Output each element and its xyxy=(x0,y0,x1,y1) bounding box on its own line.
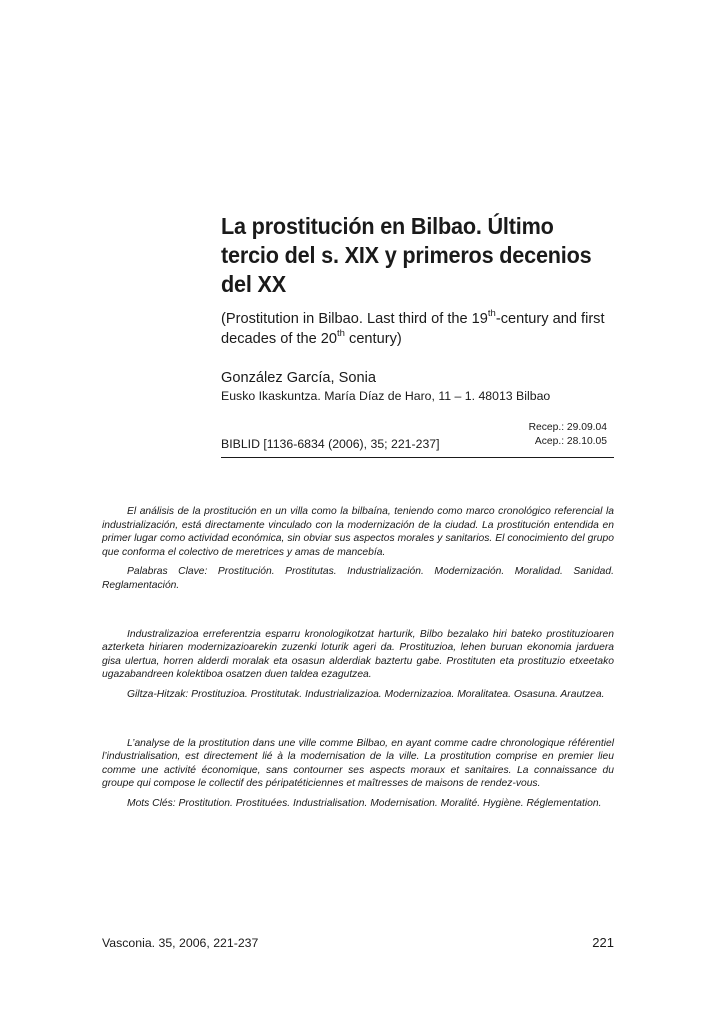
article-subtitle xyxy=(221,310,615,349)
abstract-text: El análisis de la prostitución en un villa como la bilbaína, teniendo como marco cronológico referencial la industrialización, está directamente vinculado con la modernización de la ciudad. La prostitución entendida en primer lugar como actividad económica, sin obviar sus aspectos morales y sanitarios. El conocimiento del grupo que conforma el colectivo de meretrices y amas de mancebía. xyxy=(102,506,614,558)
subtitle-part-1: (Prostitution in Bilbao. Last third of the 19 xyxy=(221,311,488,327)
subtitle-part-2: -century and first decades of the 20 xyxy=(221,311,605,347)
acceptance-date: Acep.: 28.10.05 xyxy=(534,435,607,447)
author-affiliation: Eusko Ikaskuntza. María Díaz de Haro, 11 – 1. 48013 Bilbao xyxy=(221,389,551,403)
abstract-spanish xyxy=(102,505,614,593)
submission-dates xyxy=(529,421,607,448)
header-divider xyxy=(221,457,614,458)
abstract-text: L’analyse de la prostitution dans une ville comme Bilbao, en ayant comme cadre chronologique référentiel l’industrialisation, est directement lié à la modernisation de la ville. La prostitution comprise en premier lieu comme une activité économique, sans contourner ses aspects moraux et sanitaires. La connaissance du groupe qui compose le collectif des péripatéticiennes et maîtresses de maisons de rendez-vous. xyxy=(102,737,614,790)
article-title: La prostitución en Bilbao. Último tercio del s. XIX y primeros decenios del XX xyxy=(221,213,592,297)
article-header xyxy=(221,212,615,451)
page-number: 221 xyxy=(592,935,614,950)
abstract-text: Industralizazioa erreferentzia esparru kronologikotzat harturik, Bilbo bezalako hiri bateko prostituzioaren azterketa hiriaren modernizazioarekin zuzenki loturik ageri da. Prostituzioa, lehen buruan ekonomia jarduera gisa ulertua, horren alderdi moralak eta osasun alderdiak baztertu gabe. Prostituten eta prostituzio etxeetako ugazabandreen kolektiboa osatzen duen taldea ezagutzea. xyxy=(102,628,614,681)
abstract-keywords: Mots Clés: Prostitution. Prostituées. Industrialisation. Modernisation. Moralité. Hygiène. Réglementation. xyxy=(127,797,602,809)
abstract-keywords: Giltza-Hitzak: Prostituzioa. Prostitutak. Industrializazioa. Modernizazioa. Moralitatea. Osasuna. Arautzea. xyxy=(127,688,605,700)
subtitle-part-3: century) xyxy=(344,330,402,347)
author-name: González García, Sonia xyxy=(221,370,376,386)
biblid: BIBLID [1136-6834 (2006), 35; 221-237] xyxy=(221,437,440,451)
abstracts xyxy=(102,505,614,811)
subtitle-sup-1: th xyxy=(487,308,496,320)
reception-date: Recep.: 29.09.04 xyxy=(528,422,607,433)
abstract-french xyxy=(102,737,614,811)
meta-row xyxy=(221,421,615,451)
subtitle-sup-2: th xyxy=(337,327,345,339)
abstract-keywords: Palabras Clave: Prostitución. Prostitutas. Industrialización. Modernización. Moralidad. Sanidad. Reglamentación. xyxy=(102,566,614,591)
footer-citation: Vasconia. 35, 2006, 221-237 xyxy=(102,936,259,950)
abstract-basque xyxy=(102,628,614,702)
